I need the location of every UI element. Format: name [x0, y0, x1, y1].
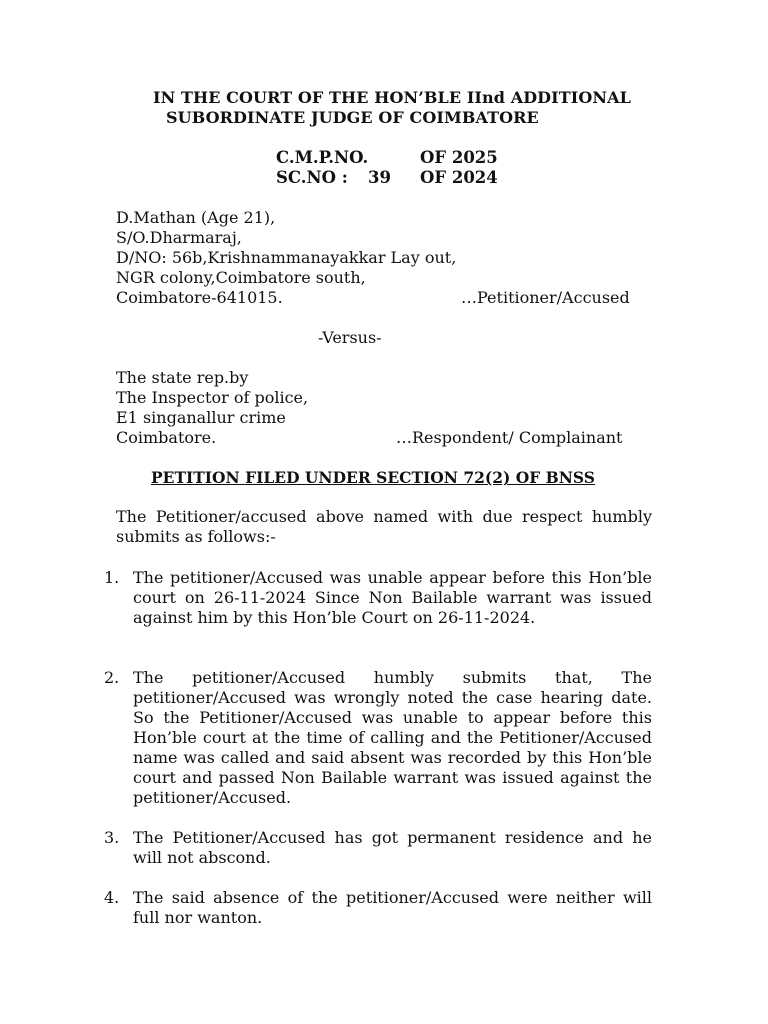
petitioner-address-2: NGR colony,Coimbatore south, — [116, 268, 366, 287]
respondent-line-1: The state rep.by — [116, 368, 249, 387]
list-item-number: 3. — [104, 828, 120, 847]
sc-label: SC.NO : — [276, 168, 348, 187]
petitioner-name: D.Mathan (Age 21), — [116, 208, 276, 227]
respondent-role: …Respondent/ Complainant — [396, 428, 623, 447]
petition-heading: PETITION FILED UNDER SECTION 72(2) OF BNSS — [151, 468, 595, 487]
list-item-text: The Petitioner/Accused has got permanent residence and he will not abscond. — [133, 828, 652, 867]
list-item-number: 1. — [104, 568, 120, 587]
respondent-line-4: Coimbatore. — [116, 428, 217, 447]
versus-label: -Versus- — [318, 328, 382, 347]
court-title-line-1: IN THE COURT OF THE HON’BLE IInd ADDITIONAL — [153, 88, 631, 107]
sc-year: OF 2024 — [420, 168, 498, 187]
list-item-number: 2. — [104, 668, 120, 687]
intro-paragraph: The Petitioner/accused above named with due respect humbly submits as follows:- — [116, 507, 652, 546]
court-title-line-2: SUBORDINATE JUDGE OF COIMBATORE — [166, 108, 539, 127]
sc-number: 39 — [368, 168, 391, 187]
cmp-label: C.M.P.NO. — [276, 148, 369, 167]
respondent-line-3: E1 singanallur crime — [116, 408, 286, 427]
petitioner-address-1: D/NO: 56b,Krishnammanayakkar Lay out, — [116, 248, 457, 267]
list-item-number: 4. — [104, 888, 120, 907]
respondent-line-2: The Inspector of police, — [116, 388, 309, 407]
petitioner-role: …Petitioner/Accused — [461, 288, 630, 307]
list-item-text: The petitioner/Accused humbly submits that, The petitioner/Accused was wrongly noted the case hearing date. So the Petitioner/Accused was unable to appear before this Hon’ble court at the time of calling and the Petitioner/Accused name was called and said absent was recorded by this Hon’ble court and passed Non Bailable warrant was issued against the petitioner/Accused. — [133, 668, 652, 807]
list-item-text: The said absence of the petitioner/Accused were neither will full nor wanton. — [133, 888, 652, 927]
cmp-year: OF 2025 — [420, 148, 498, 167]
petitioner-parent: S/O.Dharmaraj, — [116, 228, 242, 247]
list-item-text: The petitioner/Accused was unable appear before this Hon’ble court on 26-11-2024 Since Non Bailable warrant was issued against him by this Hon’ble Court on 26-11-2024. — [133, 568, 652, 627]
petitioner-address-3: Coimbatore-641015. — [116, 288, 283, 307]
